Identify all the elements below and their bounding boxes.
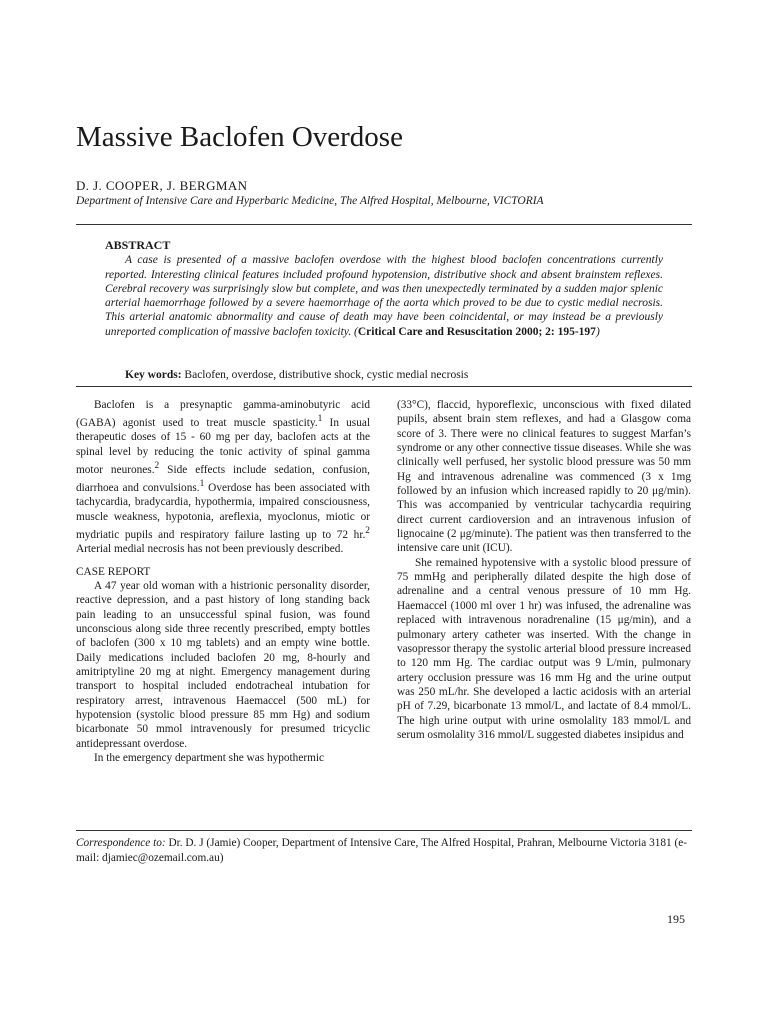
abstract-heading: ABSTRACT — [105, 238, 171, 252]
right-paragraph-2: She remained hypotensive with a systolic blood pressure of 75 mmHg and peripherally dilated despite the high dose of adrenaline and a central venous pressure of 10 mm Hg. Haemaccel (1000 ml over 1 hr) was infused, the adrenaline was replaced with intravenous noradrenaline (15 μg/min), and a pulmonary artery catheter was inserted. With the change in vasopressor therapy the systolic arterial blood pressure increased to 120 mm Hg. The cardiac output was 9 L/min, pulmonary artery occlusion pressure was 16 mm Hg and the urine output was 250 mL/hr. She developed a lactic acidosis with an arterial pH of 7.29, bicarbonate 13 mmol/L, and lactate of 8.4 mmol/L. The high urine output with urine osmolality 183 mmol/L and serum osmolality 316 mmol/L suggested diabetes insipidus and — [397, 556, 691, 741]
page-number: 195 — [667, 912, 685, 926]
reference-marker: 1 — [199, 479, 205, 490]
intro-text-3: Side effects include sedation, confusion, diarrhoea and convulsions. — [76, 463, 370, 495]
keywords-text: Baclofen, overdose, distributive shock, cystic medial necrosis — [184, 369, 469, 381]
intro-text-1: Baclofen is a presynaptic gamma-aminobutyric acid (GABA) agonist used to treat muscle spasticity. — [76, 399, 370, 430]
abstract-text — [105, 253, 663, 339]
abstract-citation: Critical Care and Resuscitation 2000; 2: 195-197 — [357, 325, 596, 338]
keywords-label: Key words: — [125, 369, 182, 381]
footnote-text: Dr. D. J (Jamie) Cooper, Department of Intensive Care, The Alfred Hospital, Prahran, Melbourne Victoria 3181 (e-mail: djamiec@ozemail.com.au) — [76, 837, 688, 864]
case-report-heading: CASE REPORT — [76, 565, 151, 578]
reference-marker: 1 — [317, 414, 323, 425]
correspondence-footnote — [76, 836, 692, 866]
right-column — [397, 398, 691, 742]
right-paragraph-1: (33°C), flaccid, hyporeflexic, unconscious with fixed dilated pupils, absent brain stem reflexes, and had a Glasgow coma score of 3. There were no clinical features to suggest Marfan’s syndrome or any other connective tissue diseases. While she was clinically well perfused, her systolic blood pressure was 50 mm Hg and intravenous adrenaline was commenced (3 x 1mg followed by an infusion which increased rapidly to 20 μg/min). This was accompanied by ventricular tachycardia requiring direct current cardioversion and an intravenous infusion of lignocaine (2 μg/minute). The patient was then transferred to the intensive care unit (ICU). — [397, 399, 691, 555]
citation-close: ) — [595, 325, 600, 338]
case-paragraph-2: In the emergency department she was hypothermic — [94, 751, 325, 764]
case-paragraph-1: A 47 year old woman with a histrionic personality disorder, reactive depression, and a past history of long standing back pain leading to an unsuccessful spinal fusion, was found unconscious along side three recently prescribed, empty bottles of baclofen (300 x 10 mg tablets) and an empty wine bottle. Daily medications included baclofen 20 mg, 8-hourly and amitriptyline 20 mg at night. Emergency management during transport to hospital included endotracheal intubation for respiratory arrest, intravenous Haemaccel (500 mL) for hypotension (systolic blood pressure 85 mm Hg) and sodium bicarbonate 50 mmol intravenously for presumed tricyclic antidepressant overdose. — [76, 579, 370, 750]
abstract-divider — [76, 386, 692, 387]
reference-marker: 2 — [365, 526, 370, 537]
citation-open: ( — [354, 325, 358, 338]
abstract — [105, 238, 663, 339]
authors: D. J. COOPER, J. BERGMAN — [76, 178, 248, 193]
intro-text-2: In usual therapeutic doses of 15 - 60 mg per day, baclofen acts at the spinal level by reducing the tonic activity of spinal gamma motor neurones. — [76, 417, 371, 476]
abstract-body: A case is presented of a massive baclofen overdose with the highest blood baclofen concentrations currently reported. Interesting clinical features included profound hypotension, distributive shock and absent brainstem reflexes. Cerebral recovery was surprisingly slow but complete, and was then unexpectedly terminated by a sudden major splenic arterial haemorrhage followed by a severe haemorrhage of the aorta which proved to be due to cystic medial necrosis. This arterial anatomic abnormality and cause of death may have been coincidental, or may instead be a previously unreported complication of massive baclofen toxicity. — [105, 254, 663, 338]
footnote-divider — [76, 830, 692, 831]
intro-text-5: Arterial medial necrosis has not been previously described. — [76, 543, 344, 556]
header-divider — [76, 224, 692, 225]
page-title: Massive Baclofen Overdose — [76, 121, 403, 153]
footnote-label: Correspondence to: — [76, 837, 166, 849]
intro-text-4: Overdose has been associated with tachycardia, bradycardia, hypothermia, impaired consciousness, muscle weakness, hypotonia, areflexia, myoclonus, miotic or mydriatic pupils and respiratory failure lasting up to 72 hr. — [76, 482, 370, 541]
keywords — [125, 369, 468, 381]
reference-marker: 2 — [154, 461, 160, 472]
affiliation: Department of Intensive Care and Hyperbaric Medicine, The Alfred Hospital, Melbourne, VICTORIA — [76, 195, 544, 207]
intro-paragraph — [76, 398, 370, 557]
left-column — [76, 398, 370, 765]
